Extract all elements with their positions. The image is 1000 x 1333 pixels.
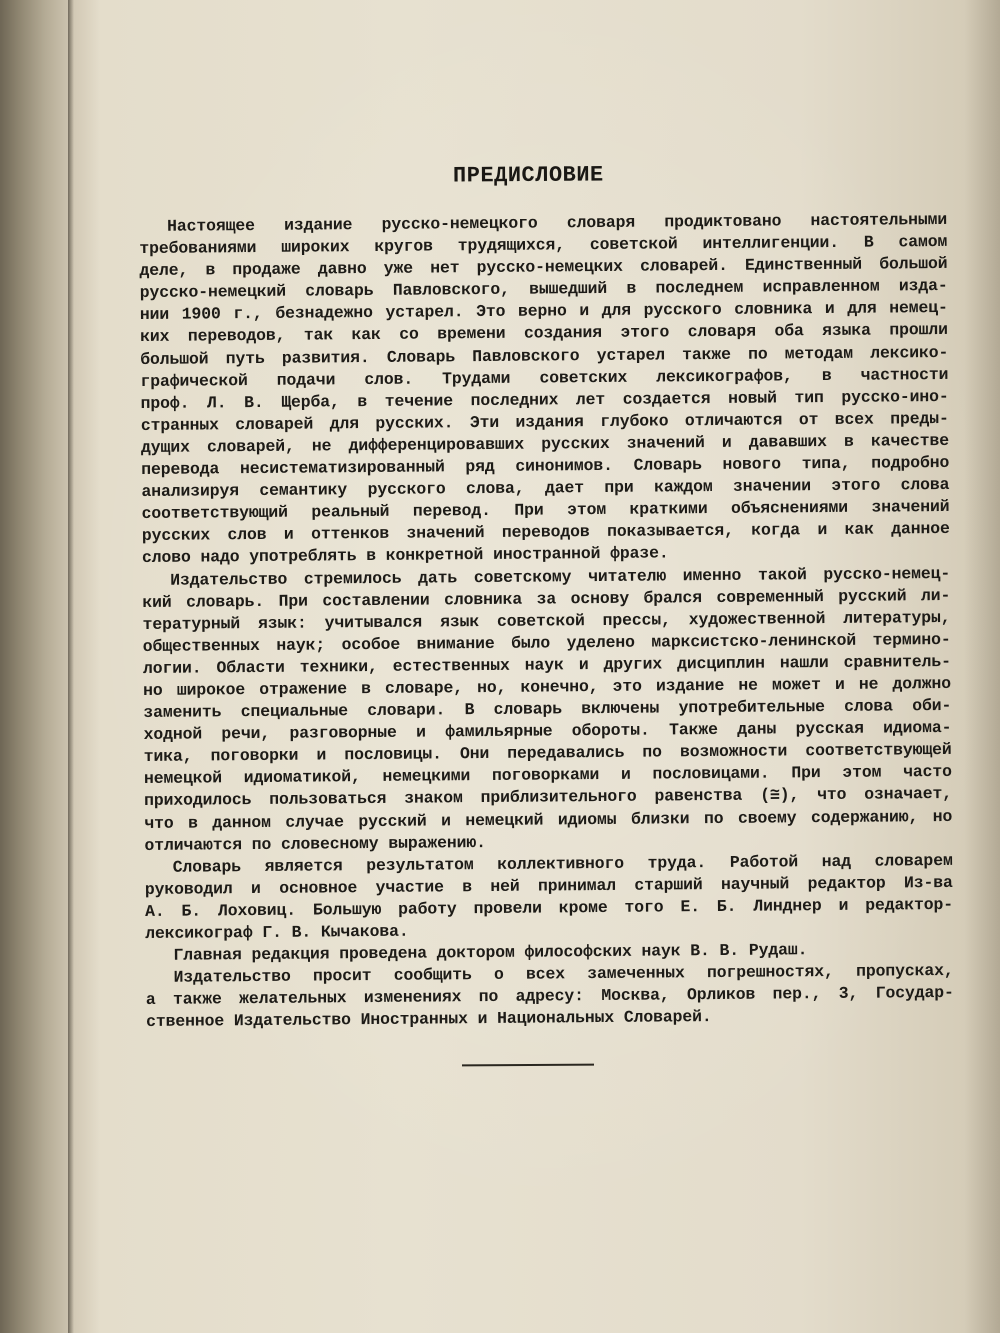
text-line: перевода несистематизированный ряд синонимов. Словарь нового типа, подробно [141,452,950,480]
text-line: странных словарей для русских. Эти издания глубоко отличаются от всех преды- [140,408,949,435]
page-edge-shadow [964,0,1000,1333]
text-line: тика, поговорки и пословицы. Они передавались по возможности соответствующей [143,740,952,767]
text-line: деле, в продаже давно уже нет русско-немецких словарей. Единственный большой [139,254,948,281]
text-line: лексикограф Г. В. Кычакова. [145,921,409,943]
text-line: тературный язык: учитывался язык советской прессы, художественной литературы, [142,607,951,634]
text-line: Настоящее издание русско-немецкого словаря продиктовано настоятельными [167,209,948,236]
closing-rule [462,1064,594,1067]
text-line: руководил и основное участие в ней принимал старший научный редактор Из-ва [144,872,953,899]
text-line: ходной речи, разговорные и фамильярные обороты. Также даны русская идиома- [143,718,952,745]
text-line: большой путь развития. Словарь Павловского устарел также по методам лексико- [140,342,949,369]
text-line: нии 1900 г., безнадежно устарел. Это верно и для русского словника и для немец- [139,298,948,325]
page-title: ПРЕДИСЛОВИЕ [452,162,604,189]
text-line: отличаются по словесному выражению. [144,832,486,855]
text-line: соответствующий реальный перевод. При этом краткими объяснениями значений [141,497,950,524]
text-line: заменить специальные словари. В словарь включены употребительные слова оби- [143,695,952,723]
text-line: приходилось пользоваться знаком приблизительного равенства (≅), что означает, [144,784,953,811]
text-line: русско-немецкий словарь Павловского, вышедший в последнем исправленном изда- [139,276,948,303]
text-line: русских слов и оттенков значений переводов показывается, когда и как данное [141,519,950,546]
text-line: общественных наук; особое внимание было уделено марксистско-ленинской термино- [142,629,951,656]
text-line: а также желательных изменениях по адресу: Москва, Орликов пер., 3, Государ- [145,983,954,1010]
text-line: требованиями широких кругов трудящихся, советской интеллигенции. В самом [139,232,948,259]
text-line: логии. Области техники, естественных наук и других дисциплин нашли сравнитель- [142,651,951,678]
text-line: графической подачи слов. Трудами советских лексикографов, в частности [140,364,949,391]
text-line: анализируя семантику русского слова, дает при каждом значении этого слова [141,475,950,502]
text-line: кий словарь. При составлении словника за основу брался современный русский ли- [142,585,951,612]
text-line: ких переводов, так как со времени создания этого словаря оба языка прошли [139,320,948,347]
text-line: проф. Л. В. Щерба, в течение последних лет создается новый тип русско-ино- [140,386,949,413]
text-line: Издательство просит сообщить о всех замеченных погрешностях, пропусках, [173,961,954,987]
text-line: дущих словарей, не дифференцировавших русских значений и дававших в качестве [140,430,950,457]
text-line: Словарь является результатом коллективного труда. Работой над словарем [172,850,953,877]
book-gutter-shadow [0,0,100,1333]
preface-body [139,209,954,1033]
gutter-fold [68,0,74,1333]
text-line: Главная редакция проведена доктором философских наук В. В. Рудаш. [173,940,808,965]
text-line: А. Б. Лоховиц. Большую работу провели кроме того Е. Б. Линднер и редактор- [144,894,954,921]
text-line: что в данном случае русский и немецкий идиомы близки по своему содержанию, но [144,806,953,833]
text-line: но широкое отражение в словаре, но, конечно, это издание не может и не должно [143,673,952,700]
text-line: ственное Издательство Иностранных и Национальных Словарей. [145,1007,712,1032]
text-line: слово надо употреблять в конкретной иностранной фразе. [141,543,669,568]
text-line: немецкой идиоматикой, немецкими поговорками и пословицами. При этом часто [143,762,952,789]
text-line: Издательство стремилось дать советскому читателю именно такой русско-немец- [170,563,951,590]
